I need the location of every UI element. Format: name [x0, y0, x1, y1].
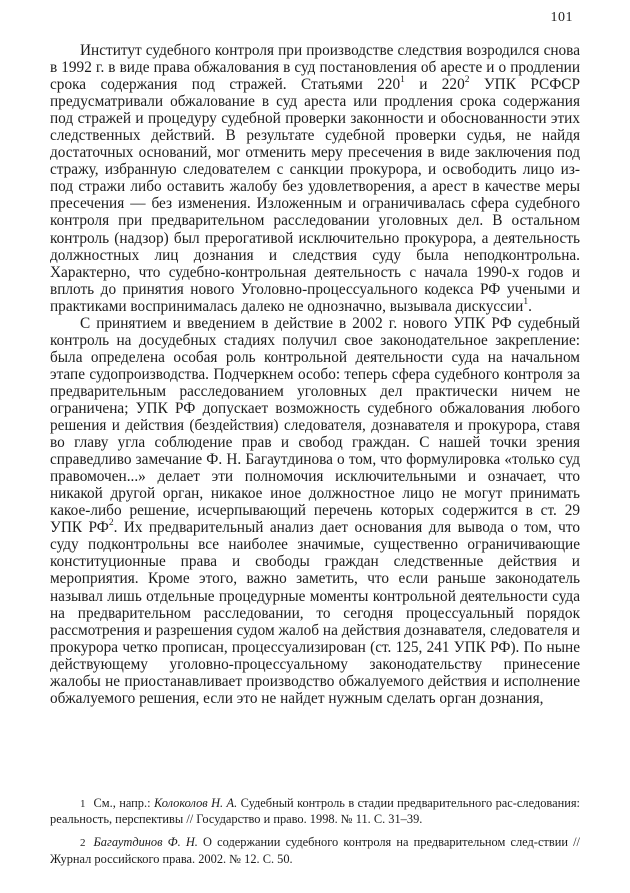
- footnote-1: 1 См., напр.: Колоколов Н. А. Судебный контроль в стадии предварительного рас-следования: реальность, перспективы // Государство и право. 1998. № 11. С. 31–39.: [50, 796, 580, 827]
- page-number: 101: [550, 10, 573, 25]
- paragraph-1: Институт судебного контроля при производстве следствия возродился снова в 1992 г. в виде права обжалования в суд постановления об аресте и о продлении срока содержания под стражей. Статьями $220^1$ и $220^2$ УПК РСФСР предусматривали обжалование в суд ареста или продления срока содержания под стражей и процедуру судебной проверки законности и обоснованности этих следственных действий. В результате судебной проверки судья, не найдя достаточных оснований, мог отменить меру пресечения в виде заключения под стражу, избранную следователем с санкции прокурора, и освободить лицо из-под стражи либо оставить жалобу без удовлетворения, а арест в качестве меры пресечения — без изменения. Изложенным и ограничивалась сфера судебного контроля при предварительном расследовании уголовных дел. В остальном контроль (надзор) был прерогативой исключительно прокурора, а деятельность должностных лиц дознания и следствия суду была неподконтрольна. Характерно, что судебно-контрольная деятельность с начала 1990-х годов и вплоть до принятия нового Уголовно-процессуального кодекса РФ учеными и практиками воспринималась далеко не однозначно, вызывала дискуссии$^1$.: [50, 42, 581, 315]
- superscript: 1: [400, 75, 405, 85]
- footnote-2: 2 Багаутдинов Ф. Н. О содержании судебного контроля на предварительном след-ствии // Журнал российского права. 2002. № 12. С. 50.: [50, 835, 580, 866]
- footnote-number: 1: [80, 798, 86, 810]
- footnote-ref-1[interactable]: 1: [523, 296, 529, 307]
- footnote-ref-2[interactable]: 2: [108, 518, 114, 529]
- paragraph-2: С принятием и введением в действие в 2002 г. нового УПК РФ судебный контроль на досудебных стадиях получил свое законодательное закрепление: была определена особая роль контрольной деятельности суда на начальном этапе судопроизводства. Подчеркнем особо: теперь сфера судебного контроля за предварительным расследованием уголовных дел практически ничем не ограничена; УПК РФ допускает возможность судебного обжалования любого решения и действия (бездействия) следователя, дознавателя и прокурора, ставя во главу угла соблюдение прав и свобод граждан. С нашей точки зрения справедливо замечание Ф. Н. Багаутдинова о том, что формулировка «только суд правомочен...» делает эти полномочия исключительными и означает, что никакой другой орган, никакое иное должностное лицо не могут принимать какое-либо решение, исчерпывающий перечень которых содержится в ст. 29 УПК $РФ^2$. Их предварительный анализ дает основания для вывода о том, что суду подконтрольны все наиболее значимые, существенно ограничивающие конституционные права и свободы граждан следственные действия и мероприятия. Кроме этого, важно заметить, что если раньше законодатель называл лишь отдельные процедурные моменты контрольной деятельности суда на предварительном расследовании, то сегодня процессуальный порядок рассмотрения и разрешения судом жалоб на действия дознавателя, следователя и прокурора четко прописан, процессуализирован (ст. 125, 241 УПК РФ). По ныне действующему уголовно-процессуальному законодательству принесение жалобы не приостанавливает производство обжалуемого действия и исполнение обжалуемого решения, если это не найдет нужным сделать орган дознания,: [50, 314, 581, 707]
- footnotes: [50, 796, 580, 875]
- body-text: [50, 42, 580, 707]
- footnote-author: Колоколов Н. А.: [153, 796, 238, 810]
- footnote-number: 2: [80, 837, 86, 850]
- superscript: 2: [464, 75, 470, 85]
- footnote-author: Багаутдинов Ф. Н.: [93, 835, 198, 850]
